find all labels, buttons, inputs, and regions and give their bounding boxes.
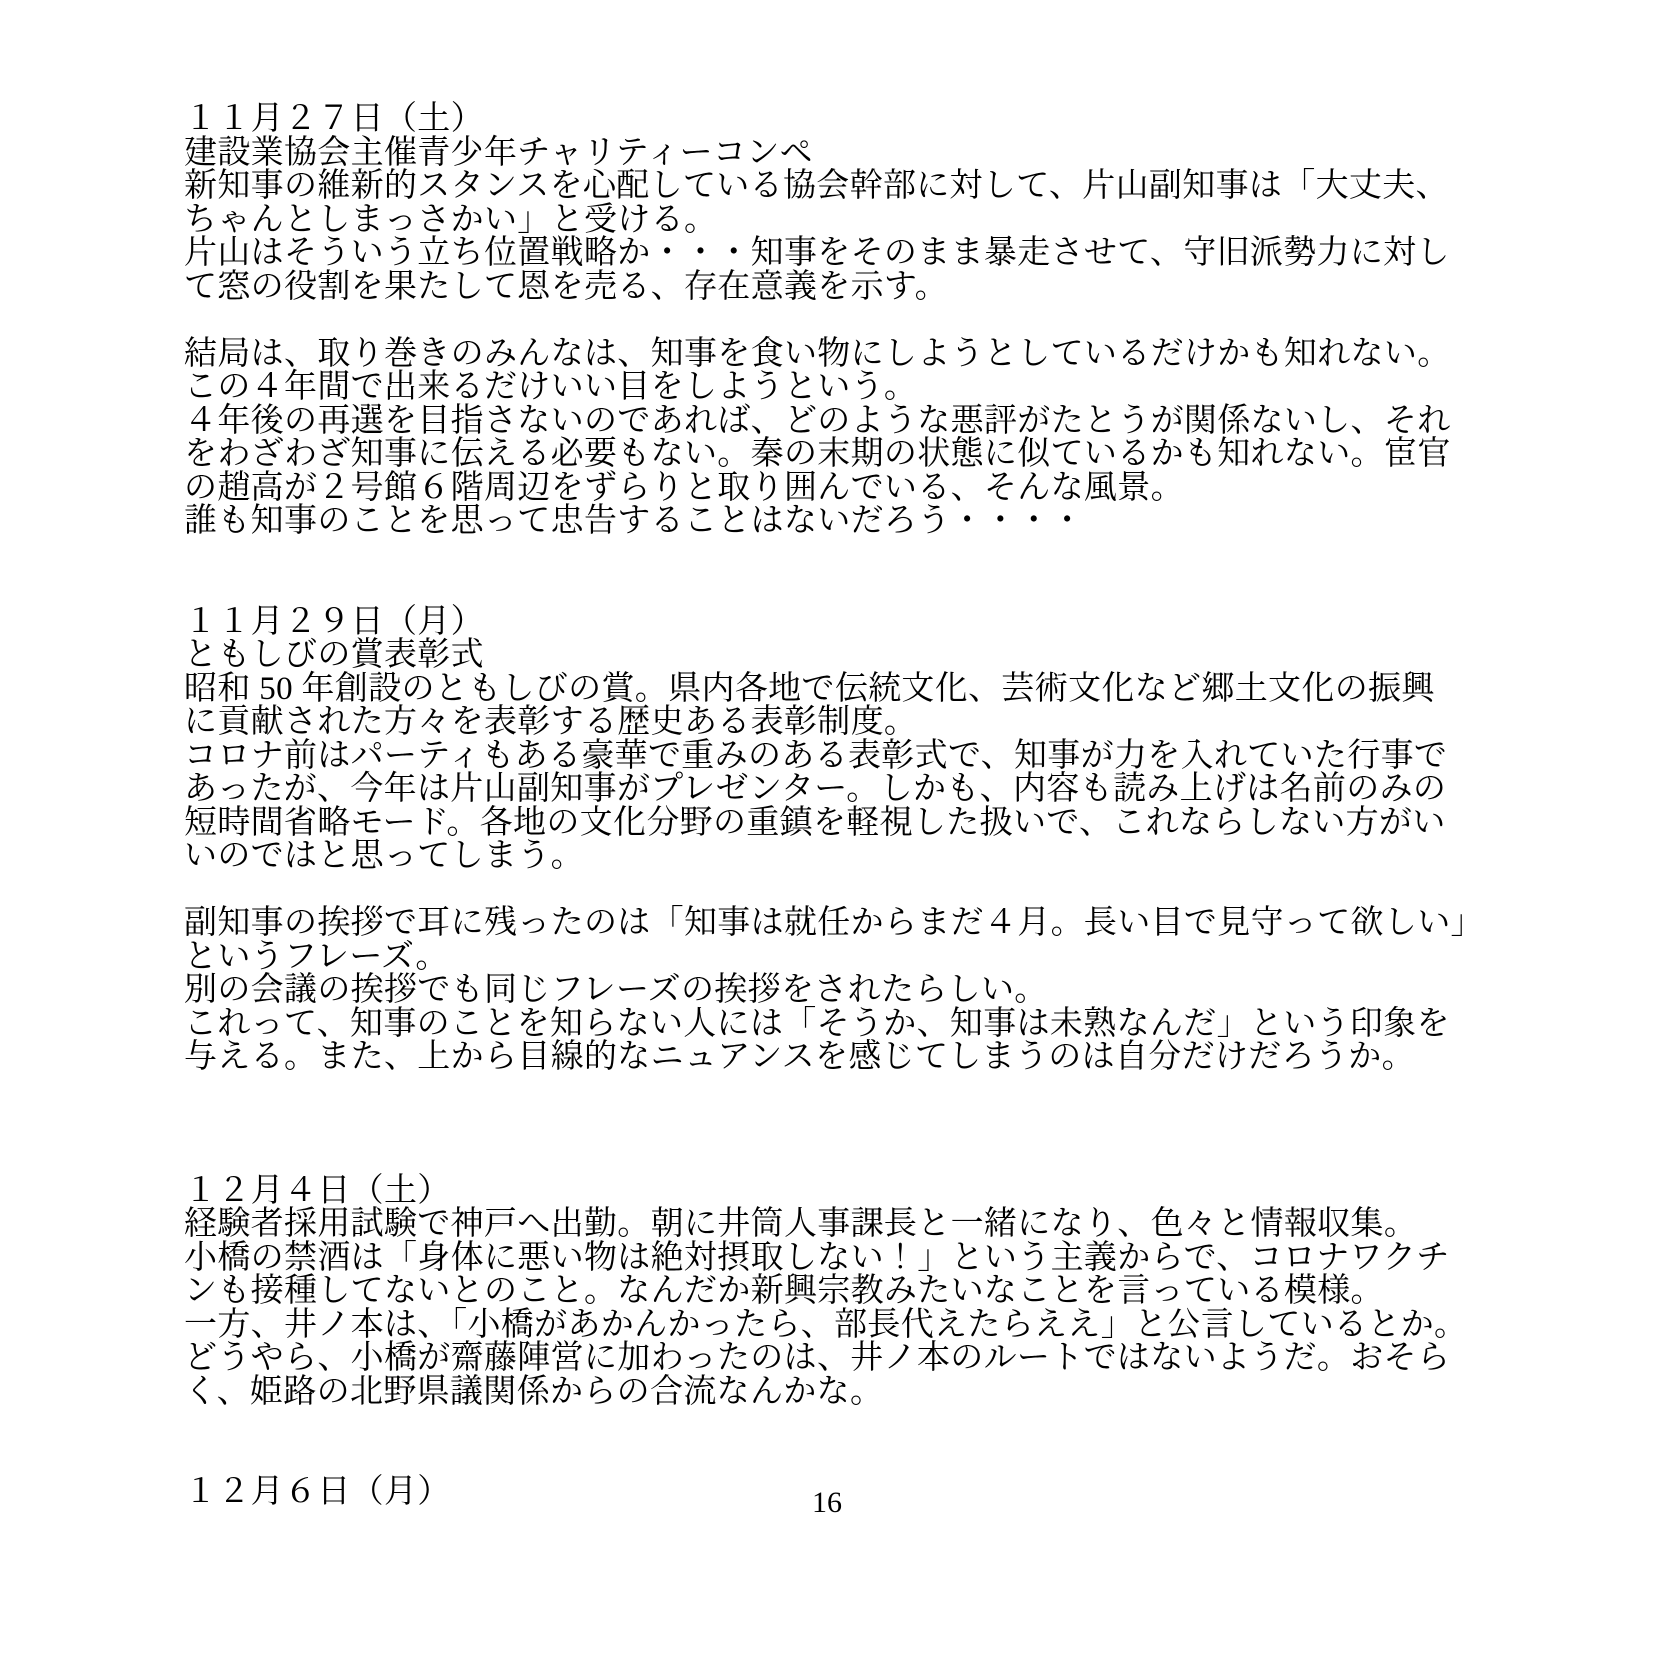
text-line: ともしびの賞表彰式 xyxy=(184,637,484,673)
text-line: 建設業協会主催青少年チャリティーコンペ xyxy=(184,134,813,171)
text-line: これって、知事のことを知らない人には「そうか、知事は未熟なんだ」という印象を xyxy=(184,1005,1450,1042)
text-line: ンも接種してないとのこと。なんだか新興宗教みたいなことを言っている模様。 xyxy=(184,1273,1384,1309)
text-line: どうやら、小橋が齋藤陣営に加わったのは、井ノ本のルートではないようだ。おそら xyxy=(184,1340,1451,1376)
page-number: 16 xyxy=(812,1486,842,1519)
text-line: というフレーズ。 xyxy=(184,938,449,975)
text-line: 与える。また、上から目線的なニュアンスを感じてしまうのは自分だけだろうか。 xyxy=(184,1039,1415,1075)
text-line: 片山はそういう立ち位置戦略か・・・知事をそのまま暴走させて、守旧派勢力に対し xyxy=(184,235,1450,271)
entry-paragraph xyxy=(184,639,1484,874)
text-line: 副知事の挨拶で耳に残ったのは「知事は就任からまだ４月。長い目で見守って欲しい」 xyxy=(184,905,1484,941)
text-line: ４年後の再選を目指さないのであれば、どのような悪評がたとうが関係ないし、それ xyxy=(184,402,1451,439)
text-line: 短時間省略モード。各地の文化分野の重鎮を軽視した扱いで、これならしない方がい xyxy=(184,804,1446,841)
text-line: コロナ前はパーティもある豪華で重みのある表彰式で、知事が力を入れていた行事で xyxy=(184,737,1448,774)
entry-date-heading: １１月２７日（土） xyxy=(184,101,484,137)
text-line: 誰も知事のことを思って忠告することはないだろう・・・・ xyxy=(184,503,1084,539)
text-line: 経験者採用試験で神戸へ出勤。朝に井筒人事課長と一緒になり、色々と情報収集。 xyxy=(184,1206,1418,1242)
text-line: の趙高が２号館６階周辺をずらりと取り囲んでいる、そんな風景。 xyxy=(184,469,1184,506)
entry-paragraph xyxy=(184,335,1484,539)
diary-entry xyxy=(184,1172,1484,1410)
diary-entry xyxy=(184,603,1484,1075)
text-line: 一方、井ノ本は、「小橋があかんかったら、部長代えたらええ」と公言しているとか。 xyxy=(184,1306,1468,1343)
entry-date-heading: １１月２９日（月） xyxy=(184,603,484,640)
document-content xyxy=(184,103,1484,1510)
entry-paragraph xyxy=(184,1208,1484,1409)
text-line: ちゃんとしまっさかい」と受ける。 xyxy=(184,201,718,238)
text-line: 新知事の維新的スタンスを心配している協会幹部に対して、片山副知事は「大丈夫、 xyxy=(184,168,1449,204)
text-line: に貢献された方々を表彰する歴史ある表彰制度。 xyxy=(184,704,918,740)
text-line: いのではと思ってしまう。 xyxy=(184,838,584,874)
text-line: 昭和 50 年創設のともしびの賞。県内各地で伝統文化、芸術文化など郷土文化の振興 xyxy=(184,670,1435,707)
entry-date-heading: １２月４日（土） xyxy=(184,1172,451,1209)
entry-paragraph xyxy=(184,907,1484,1075)
text-line: をわざわざ知事に伝える必要もない。秦の末期の状態に似ているかも知れない。宦官 xyxy=(184,436,1451,472)
text-line: 別の会議の挨拶でも同じフレーズの挨拶をされたらしい。 xyxy=(184,972,1048,1008)
text-line: この４年間で出来るだけいい目をしようという。 xyxy=(184,369,918,405)
text-line: あったが、今年は片山副知事がプレゼンター。しかも、内容も読み上げは名前のみの xyxy=(184,771,1447,807)
text-line: て窓の役割を果たして恩を売る、存在意義を示す。 xyxy=(184,268,948,305)
text-line: く、姫路の北野県議関係からの合流なんかな。 xyxy=(184,1373,884,1410)
text-line: 小橋の禁酒は「身体に悪い物は絶対摂取しない！」という主義からで、コロナワクチ xyxy=(184,1239,1450,1276)
text-line: 結局は、取り巻きのみんなは、知事を食い物にしようとしているだけかも知れない。 xyxy=(184,335,1451,372)
entry-paragraph xyxy=(184,134,1484,305)
entry-date-heading: １２月６日（月） xyxy=(184,1474,451,1510)
diary-entry xyxy=(184,103,1484,539)
